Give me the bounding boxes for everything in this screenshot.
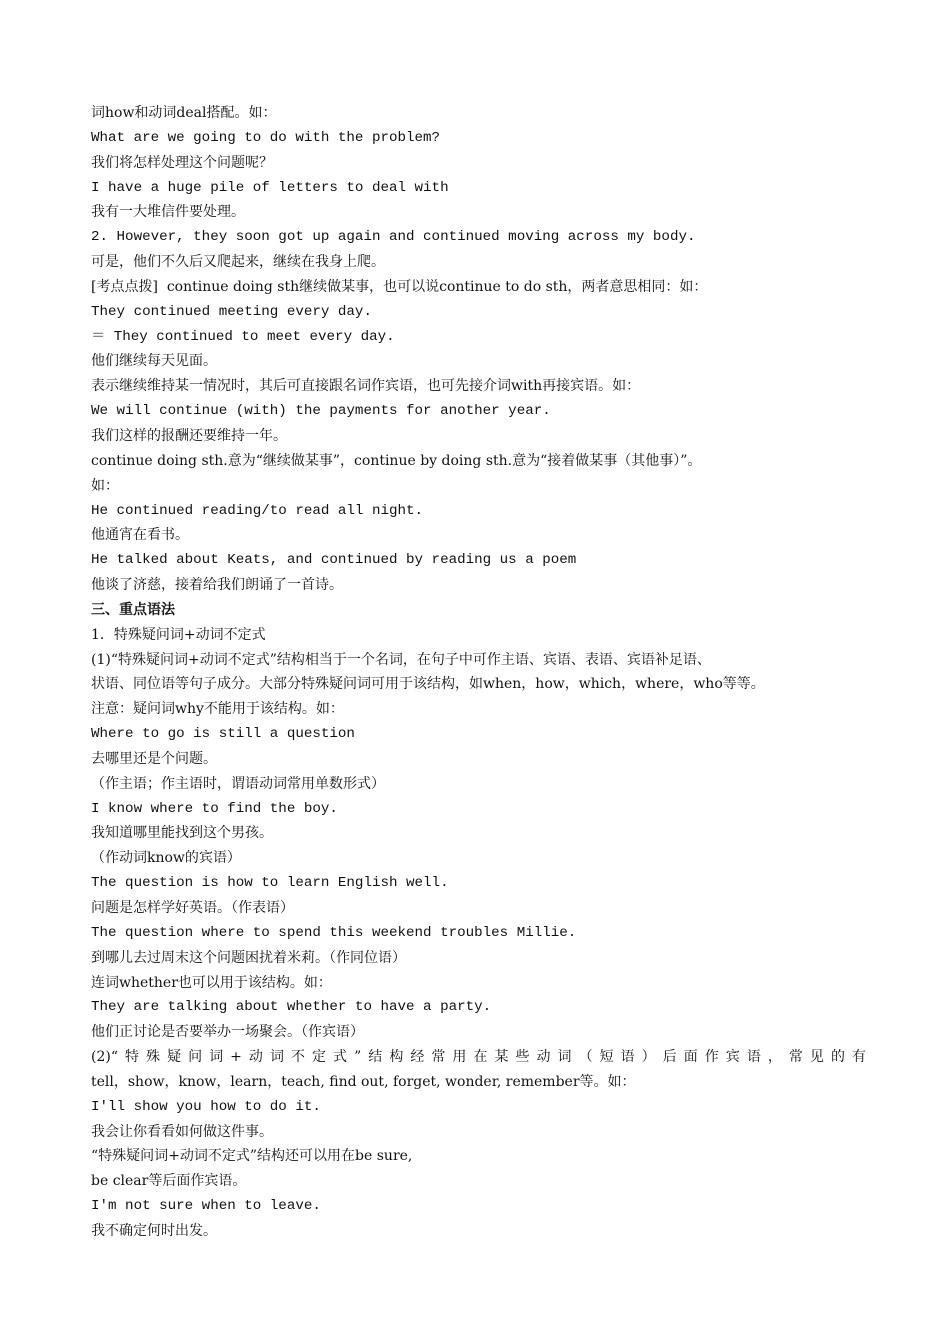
text-line: 词how和动词deal搭配。如：: [91, 105, 277, 121]
text-line: 他们正讨论是否要举办一场聚会。（作宾语）: [91, 1024, 364, 1041]
text-line: He talked about Keats, and continued by reading us a poem: [91, 552, 577, 569]
text-line: 我不确定何时出发。: [91, 1222, 217, 1239]
text-line: 我有一大堆信件要处理。: [91, 204, 245, 221]
text-line: 可是，他们不久后又爬起来，继续在我身上爬。: [91, 254, 385, 271]
text-line: 他谈了济慈，接着给我们朗诵了一首诗。: [91, 577, 343, 594]
text-line: I'm not sure when to leave.: [91, 1198, 321, 1215]
text-line: 如：: [91, 477, 119, 494]
text-line: What are we going to do with the problem?: [91, 129, 441, 146]
text-line: 我们这样的报酬还要维持一年。: [91, 427, 287, 444]
text-line: 2. However, they soon got up again and continued moving across my body.: [91, 229, 696, 246]
text-line: （作主语；作主语时，谓语动词常用单数形式）: [91, 775, 385, 792]
text-line: Where to go is still a question: [91, 726, 355, 743]
text-line: He continued reading/to read all night.: [91, 502, 424, 519]
text-line: I know where to find the boy.: [91, 800, 338, 817]
text-line: 他们继续每天见面。: [91, 353, 217, 370]
text-line: be clear等后面作宾语。: [91, 1173, 247, 1190]
text-line: [考点点拨] continue doing sth继续做某事，也可以说continue to do sth，两者意思相同：如：: [91, 278, 708, 295]
text-line: 状语、同位语等句子成分。大部分特殊疑问词可用于该结构，如when，how，which，where，who等等。: [91, 676, 765, 693]
text-line: 我知道哪里能找到这个男孩。: [91, 825, 273, 842]
text-line: 我们将怎样处理这个问题呢？: [91, 154, 273, 171]
text-line: The question where to spend this weekend troubles Millie.: [91, 924, 577, 941]
text-line: We will continue (with) the payments for another year.: [91, 403, 551, 420]
text-line: 到哪儿去过周末这个问题困扰着米莉。（作同位语）: [91, 949, 406, 966]
text-line: 连词whether也可以用于该结构。如：: [91, 974, 332, 991]
text-line: I have a huge pile of letters to deal with: [91, 179, 449, 196]
text-line: 注意：疑问词why不能用于该结构。如：: [91, 701, 344, 718]
text-line: I'll show you how to do it.: [91, 1098, 321, 1115]
text-line: 问题是怎样学好英语。（作表语）: [91, 900, 294, 916]
text-line: They are talking about whether to have a party.: [91, 999, 492, 1016]
text-line: 去哪里还是个问题。: [91, 750, 217, 767]
document-page: [91, 101, 866, 1244]
section-heading: 三、重点语法: [91, 601, 175, 618]
text-line: 表示继续维持某一情况时，其后可直接跟名词作宾语，也可先接介词with再接宾语。如：: [91, 378, 641, 395]
text-line: （作动词know的宾语）: [91, 850, 241, 867]
text-line: They continued meeting every day.: [91, 303, 372, 320]
text-line: The question is how to learn English well.: [91, 875, 449, 892]
text-line: tell，show，know，learn，teach, find out, forget, wonder, remember等。如：: [91, 1073, 636, 1090]
text-line: 1．特殊疑问词+动词不定式: [91, 626, 266, 643]
text-line: 我会让你看看如何做这件事。: [91, 1123, 273, 1140]
text-line: (1)“特殊疑问词+动词不定式”结构相当于一个名词，在句子中可作主语、宾语、表语、宾语补足语、: [91, 651, 711, 668]
text-line: ＝ They continued to meet every day.: [91, 328, 395, 345]
text-line: 他通宵在看书。: [91, 527, 189, 544]
text-line: “特殊疑问词+动词不定式”结构还可以用在be sure,: [91, 1148, 413, 1165]
text-line: (2)“特殊疑问词+动词不定式”结构经常用在某些动词（短语）后面作宾语，常见的有: [91, 1049, 866, 1066]
text-line: continue doing sth.意为“继续做某事”，continue by doing sth.意为“接着做某事（其他事）”。: [91, 452, 702, 469]
